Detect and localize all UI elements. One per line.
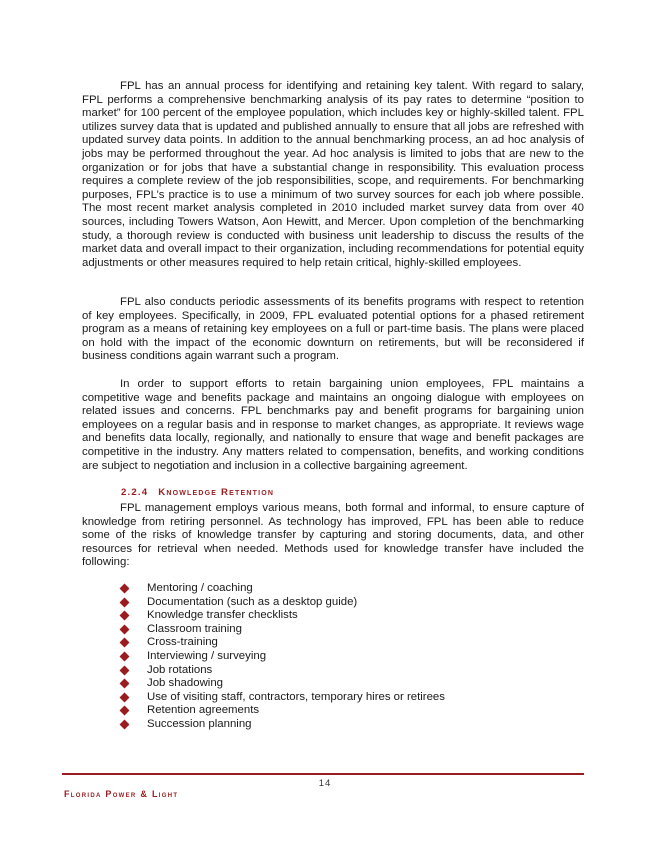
- list-item-text: Succession planning: [147, 717, 252, 730]
- paragraph-knowledge-retention: FPL management employs various means, both formal and informal, to ensure capture of knowledge from retiring personnel. As technology has improved, FPL has been able to reduce some of the risks of knowledge transfer by capturing and storing documents, data, and other resources for retrieval when needed. Methods used for knowledge transfer have included the following:: [82, 502, 584, 569]
- list-item: [119, 623, 445, 637]
- list-item: [119, 582, 445, 596]
- list-item-text: Mentoring / coaching: [147, 582, 253, 594]
- list-item: [119, 596, 445, 610]
- list-item: [119, 718, 445, 732]
- list-item: [119, 677, 445, 691]
- diamond-bullet-icon: [120, 584, 130, 594]
- list-item-text: Interviewing / surveying: [147, 649, 267, 662]
- section-heading: [121, 487, 274, 498]
- list-item-text: Use of visiting staff, contractors, temporary hires or retirees: [147, 690, 445, 703]
- diamond-bullet-icon: [120, 665, 130, 675]
- page-number: 14: [318, 778, 332, 789]
- diamond-bullet-icon: [120, 624, 130, 634]
- list-item-text: Job shadowing: [147, 677, 223, 690]
- list-item: [119, 691, 445, 705]
- list-item: [119, 609, 445, 623]
- list-item: [119, 650, 445, 664]
- list-item: [119, 636, 445, 650]
- knowledge-transfer-methods-list: [119, 582, 445, 732]
- section-title: Knowledge Retention: [158, 487, 275, 498]
- list-item: [119, 664, 445, 678]
- list-item-text: Classroom training: [147, 622, 242, 635]
- list-item: [119, 704, 445, 718]
- paragraph-bargaining-union: In order to support efforts to retain bargaining union employees, FPL maintains a competitive wage and benefits package and maintains an ongoing dialogue with employees on related issues and concerns. FPL benchmarks pay and benefit programs for bargaining union employees on a regular basis and in response to market changes, as appropriate. It reviews wage and benefits data locally, regionally, and nationally to ensure that wage and benefit packages are competitive in the industry. Any matters related to compensation, benefits, and working conditions are subject to negotiation and inclusion in a collective bargaining agreement.: [82, 378, 584, 472]
- list-item-text: Knowledge transfer checklists: [147, 609, 298, 622]
- paragraph-talent-retention: FPL has an annual process for identifying and retaining key talent. With regard to salary, FPL performs a comprehensive benchmarking analysis of its pay rates to determine “position to market” for 100 percent of the employee population, which includes key or highly-skilled talent. FPL utilizes survey data that is updated and published annually to ensure that all jobs are refreshed with updated survey data points. In addition to the annual benchmarking process, an ad hoc analysis of jobs may be performed throughout the year. Ad hoc analysis is limited to jobs that are new to the organization or for jobs that have a substantial change in responsibility. This evaluation process requires a complete review of the job responsibilities, scope, and requirements. For benchmarking purposes, FPL’s practice is to use a minimum of two survey sources for each job where possible. The most recent market analysis completed in 2010 included market survey data from over 40 sources, including Towers Watson, Aon Hewitt, and Mercer. Upon completion of the benchmarking study, a thorough review is conducted with business unit leadership to discuss the results of the market data and overall impact to their organization, including recommendations for potential equity adjustments or other measures required to help retain critical, highly-skilled employees.: [82, 80, 584, 269]
- diamond-bullet-icon: [120, 638, 130, 648]
- diamond-bullet-icon: [120, 692, 130, 702]
- diamond-bullet-icon: [120, 719, 130, 729]
- list-item-text: Retention agreements: [147, 704, 260, 717]
- diamond-bullet-icon: [120, 679, 130, 689]
- list-item-text: Job rotations: [147, 663, 213, 676]
- list-item-text: Cross-training: [147, 636, 218, 649]
- diamond-bullet-icon: [120, 597, 130, 607]
- footer-divider: [62, 773, 584, 775]
- section-number: 2.2.4: [121, 487, 149, 498]
- diamond-bullet-icon: [120, 611, 130, 621]
- footer-company-name: Florida Power & Light: [64, 789, 179, 799]
- diamond-bullet-icon: [120, 652, 130, 662]
- list-item-text: Documentation (such as a desktop guide): [147, 595, 358, 608]
- diamond-bullet-icon: [120, 706, 130, 716]
- paragraph-benefits-assessment: FPL also conducts periodic assessments of its benefits programs with respect to retention of key employees. Specifically, in 2009, FPL evaluated potential options for a phased retirement program as a means of retaining key employees on a full or part-time basis. The plans were placed on hold with the impact of the economic downturn on retirements, but will be reconsidered if business conditions again warrant such a program.: [82, 296, 584, 363]
